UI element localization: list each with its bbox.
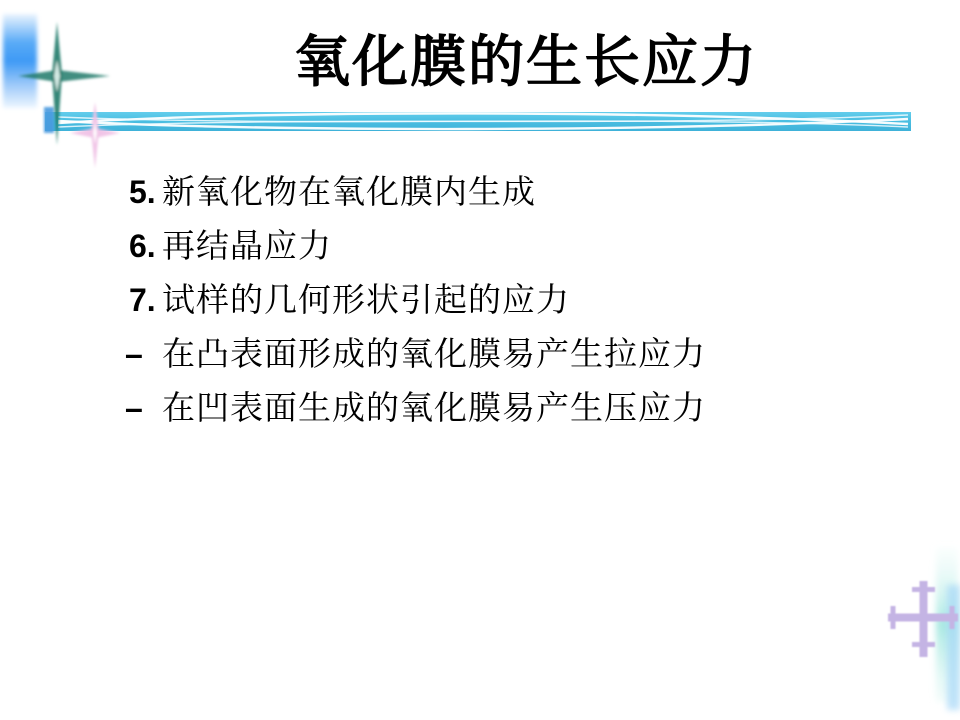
- list-text: 在凹表面生成的氧化膜易产生压应力: [162, 391, 706, 427]
- list-item: [125, 327, 706, 381]
- list-item: [125, 165, 706, 219]
- divider-band-shape: [45, 112, 911, 131]
- list-item: [125, 381, 706, 435]
- sparkle-pink-icon: [70, 102, 120, 168]
- slide-title: 氧化膜的生长应力: [294, 32, 758, 94]
- list-item: [125, 219, 706, 273]
- list-text: 再结晶应力: [162, 229, 332, 265]
- list-marker: 6.: [129, 228, 156, 264]
- band-end-block: [44, 107, 54, 133]
- list-text: 新氧化物在氧化膜内生成: [162, 175, 536, 211]
- list-marker: –: [125, 390, 143, 426]
- blue-band-shape: [3, 14, 37, 108]
- aqua-streak-shape: [936, 547, 958, 702]
- list-marker: –: [125, 336, 143, 372]
- list-text: 在凸表面形成的氧化膜易产生拉应力: [162, 337, 706, 373]
- list-text: 试样的几何形状引起的应力: [162, 283, 570, 319]
- crosshair-icon: [888, 581, 958, 657]
- list-item: [125, 273, 706, 327]
- body-list: [125, 165, 706, 435]
- list-marker: 7.: [129, 282, 156, 318]
- blue-streak-shape: [947, 585, 960, 710]
- list-marker: 5.: [129, 174, 156, 210]
- crosshair-decoration: [810, 490, 960, 720]
